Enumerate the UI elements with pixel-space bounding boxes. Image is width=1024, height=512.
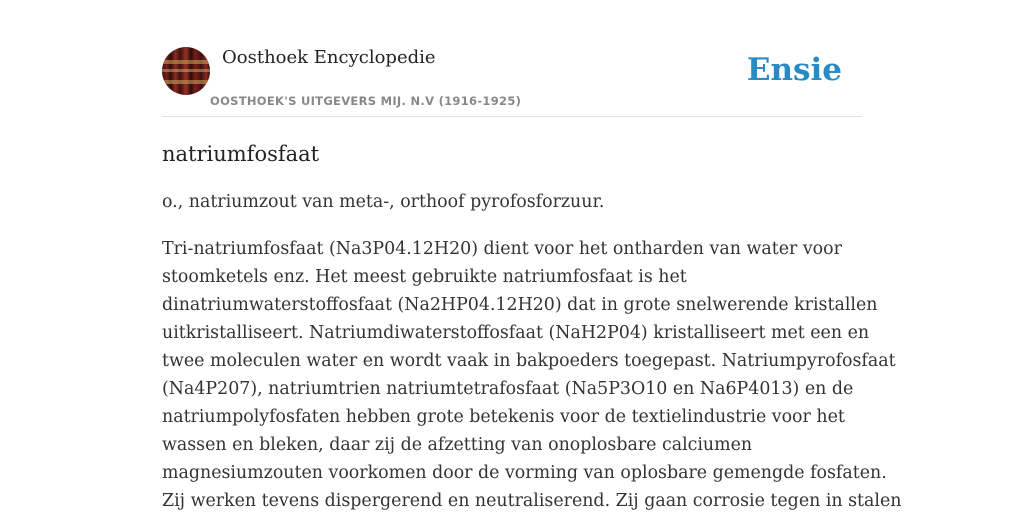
article-body: [162, 235, 902, 512]
article-body-line: Tri-natriumfosfaat (Na3P04.12H20) dient voor het ontharden van water voor: [162, 239, 842, 259]
article-body-line: Zij werken tevens dispergerend en neutraliserend. Zij gaan corrosie tegen in stalen: [162, 491, 902, 511]
site-header: [162, 0, 862, 117]
article-body-line: wassen en bleken, daar zij de afzetting van onoplosbare calciumen: [162, 435, 753, 455]
article-body-line: magnesiumzouten voorkomen door de vorming van oplosbare gemengde fosfaten.: [162, 463, 887, 483]
article-title: natriumfosfaat: [162, 142, 320, 166]
encyclopedia-name-link[interactable]: Oosthoek Encyclopedie: [222, 47, 436, 68]
article-body-line: uitkristalliseert. Natriumdiwaterstoffosfaat (NaH2P04) kristalliseert met een en: [162, 323, 870, 343]
article-body-line: (Na4P207), natriumtrien natriumtetrafosfaat (Na5P3O10 en Na6P4013) en de: [162, 379, 854, 399]
ensie-logo-link[interactable]: Ensie: [746, 52, 842, 88]
article-body-line: twee moleculen water en wordt vaak in bakpoeders toegepast. Natriumpyrofosfaat: [162, 351, 896, 371]
publisher-label: OOSTHOEK'S UITGEVERS MIJ. N.V (1916-1925): [210, 94, 522, 108]
article-intro: o., natriumzout van meta-, orthoof pyrofosforzuur.: [162, 192, 605, 212]
avatar-band: [162, 69, 210, 72]
article-body-line: dinatriumwaterstoffosfaat (Na2HP04.12H20) dat in grote snelwerende kristallen: [162, 295, 878, 315]
article-body-line: stoomketels enz. Het meest gebruikte natriumfosfaat is het: [162, 267, 687, 287]
avatar-band: [162, 80, 210, 84]
encyclopedia-books-avatar[interactable]: [162, 47, 210, 95]
article-body-line: natriumpolyfosfaten hebben grote betekenis voor de textielindustrie voor het: [162, 407, 845, 427]
avatar-band: [162, 60, 210, 64]
article: [162, 138, 902, 512]
